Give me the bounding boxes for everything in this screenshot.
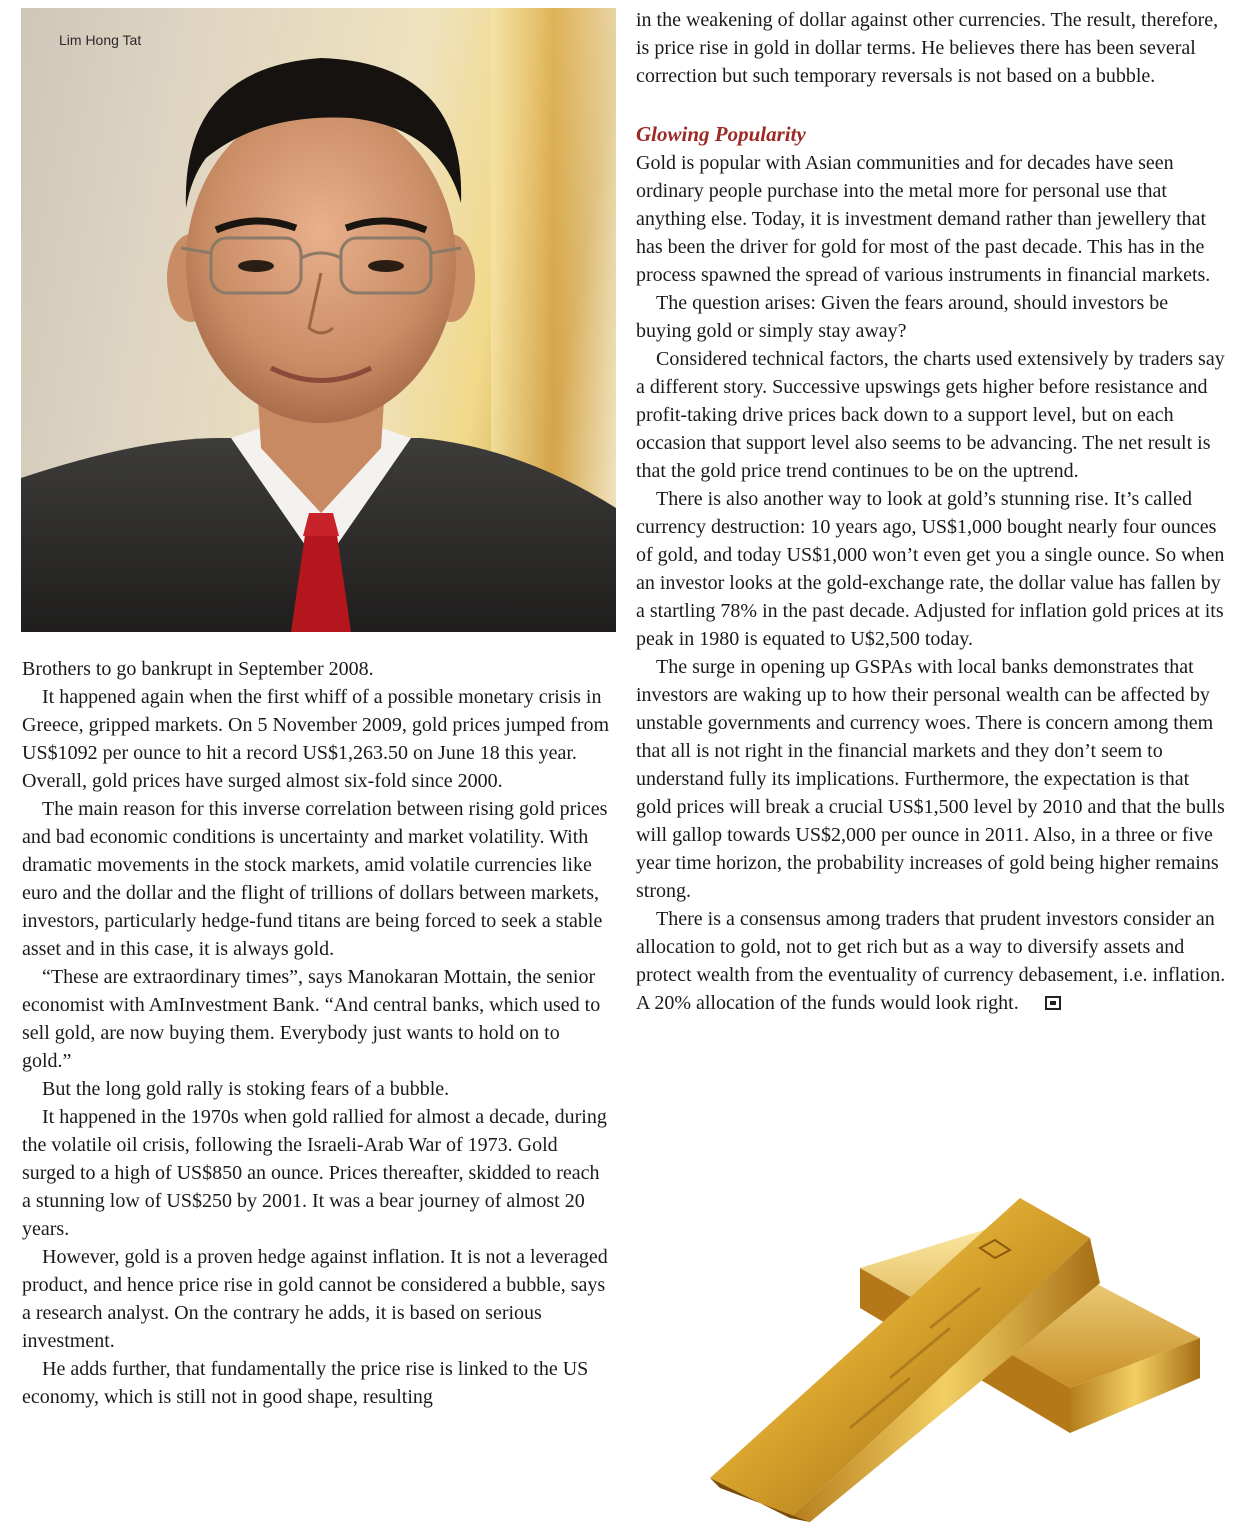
paragraph: There is also another way to look at gold’s stunning rise. It’s called currency destruction: 10 years ago, US$1,000 bought nearly four ounces of gold, and today US$1,000 won’t even get you a single ounce. So when an investor looks at the gold-exchange rate, the dollar value has fallen by a startling 78% in the past decade. Adjusted for inflation gold prices at its peak in 1980 is equated to U$2,500 today. <box>636 488 1225 650</box>
paragraph: Gold is popular with Asian communities and for decades have seen ordinary people purchase into the metal more for personal use that anything else. Today, it is investment demand rather than jewellery that has been the driver for gold for most of the past decade. This has in the process spawned the spread of various instruments in financial markets. <box>636 152 1211 286</box>
section-heading: Glowing Popularity <box>636 122 806 146</box>
paragraph: Brothers to go bankrupt in September 2008. <box>22 658 374 680</box>
paragraph: He adds further, that fundamentally the price rise is linked to the US economy, which is still not in good shape, resulting <box>22 1358 589 1408</box>
paragraph: However, gold is a proven hedge against inflation. It is not a leveraged product, and hence price rise in gold cannot be considered a bubble, says a research analyst. On the contrary he adds, it is based on serious investment. <box>22 1246 608 1352</box>
paragraph: The surge in opening up GSPAs with local banks demonstrates that investors are waking up to how their personal wealth can be affected by unstable governments and currency woes. There is concern among them that all is not right in the financial markets and they don’t seem to understand fully its implications. Furthermore, the expectation is that gold prices will break a crucial US$1,500 level by 2010 and that the bulls will gallop towards US$2,000 per ounce in 2011. Also, in a three or five year time horizon, the probability increases of gold being higher remains strong. <box>636 656 1225 902</box>
last-paragraph <box>636 905 1226 1017</box>
paragraph: It happened in the 1970s when gold rallied for almost a decade, during the volatile oil crisis, following the Israeli-Arab War of 1973. Gold surged to a high of US$850 an ounce. Prices thereafter, skidded to reach a stunning low of US$250 by 2001. It was a bear journey of almost 20 years. <box>22 1106 607 1240</box>
paragraph: Considered technical factors, the charts used extensively by traders say a different story. Successive upswings gets higher before resistance and profit-taking drive prices back down to a support level, but on each occasion that support level also seems to be advancing. The net result is that the gold price trend continues to be on the uptrend. <box>636 348 1225 482</box>
portrait-photo <box>21 8 616 632</box>
paragraph-text: There is a consensus among traders that prudent investors consider an allocation to gold, not to get rich but as a way to diversify assets and protect wealth from the eventuality of currency debasement, i.e. inflation. A 20% allocation of the funds would look right. <box>636 908 1226 1014</box>
portrait-illustration <box>21 8 616 632</box>
end-of-article-icon <box>1045 996 1061 1010</box>
left-column <box>22 655 612 1411</box>
paragraph: But the long gold rally is stoking fears of a bubble. <box>42 1078 450 1100</box>
photo-caption: Lim Hong Tat <box>59 32 142 48</box>
gold-bars-image <box>690 1188 1210 1522</box>
paragraph: in the weakening of dollar against other currencies. The result, therefore, is price rise in gold in dollar terms. He believes there has been several correction but such temporary reversals is not based on a bubble. <box>636 9 1219 87</box>
right-column <box>636 6 1226 1017</box>
paragraph: It happened again when the first whiff of a possible monetary crisis in Greece, gripped markets. On 5 November 2009, gold prices jumped from US$1092 per ounce to hit a record US$1,263.50 on June 18 this year. Overall, gold prices have surged almost six-fold since 2000. <box>22 686 610 792</box>
paragraph: “These are extraordinary times”, says Manokaran Mottain, the senior economist with AmInvestment Bank. “And central banks, which used to sell gold, are now buying them. Everybody just wants to hold on to gold.” <box>22 966 601 1072</box>
paragraph: The main reason for this inverse correlation between rising gold prices and bad economic conditions is uncertainty and market volatility. With dramatic movements in the stock markets, amid volatile currencies like euro and the dollar and the flight of trillions of dollars between markets, investors, particularly hedge-fund titans are being forced to seek a stable asset and in this case, it is always gold. <box>22 798 608 960</box>
paragraph: The question arises: Given the fears around, should investors be buying gold or simply stay away? <box>636 292 1169 342</box>
